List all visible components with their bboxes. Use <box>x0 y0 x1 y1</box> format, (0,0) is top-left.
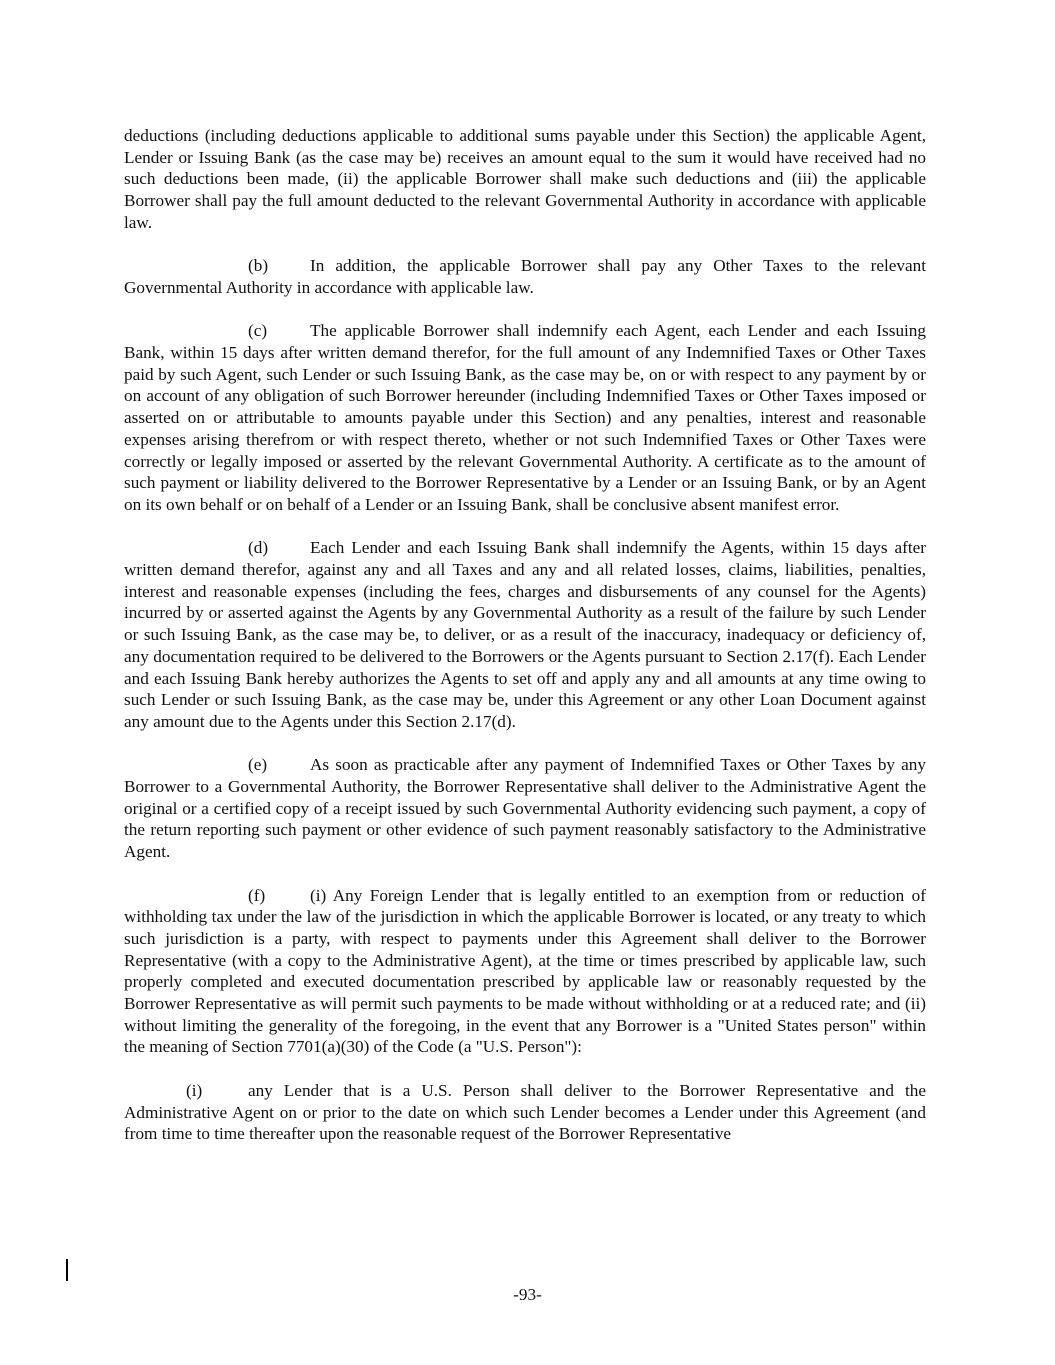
paragraph-f-i <box>124 1080 926 1145</box>
clause-label: (f) <box>248 885 266 905</box>
paragraph-text: any Lender that is a U.S. Person shall deliver to the Borrower Representative and the Administrative Agent on or prior to the date on which such Lender becomes a Lender under this Agreement (and from time to time thereafter upon the reasonable request of the Borrower Representative <box>124 1080 926 1144</box>
paragraph-text: (i) Any Foreign Lender that is legally entitled to an exemption from or reduction of withholding tax under the law of the jurisdiction in which the applicable Borrower is located, or any treaty to which such jurisdiction is a party, with respect to payments under this Agreement shall deliver to the Borrower Representative (with a copy to the Administrative Agent), at the time or times prescribed by applicable law, such properly completed and executed documentation prescribed by applicable law or reasonably requested by the Borrower Representative as will permit such payments to be made without withholding or at a reduced rate; and (ii) without limiting the generality of the foregoing, in the event that any Borrower is a "United States person" within the meaning of Section 7701(a)(30) of the Code (a "U.S. Person"): <box>124 885 926 1057</box>
paragraph-text: As soon as practicable after any payment of Indemnified Taxes or Other Taxes by any Borrower to a Governmental Authority, the Borrower Representative shall deliver to the Administrative Agent the original or a certified copy of a receipt issued by such Governmental Authority evidencing such payment, a copy of the return reporting such payment or other evidence of such payment reasonably satisfactory to the Administrative Agent. <box>124 755 926 862</box>
paragraph-text: In addition, the applicable Borrower shall pay any Other Taxes to the relevant Governmental Authority in accordance with applicable law. <box>124 256 926 297</box>
paragraph-a-continuation <box>124 125 926 234</box>
paragraph-d <box>124 537 926 732</box>
document-body <box>124 125 926 1167</box>
subclause-label: (i) <box>186 1080 203 1100</box>
clause-label: (c) <box>248 321 268 341</box>
page-number: -93- <box>513 1285 542 1304</box>
paragraph-text: Each Lender and each Issuing Bank shall indemnify the Agents, within 15 days after written demand therefor, against any and all Taxes and any and all related losses, claims, liabilities, penalties, interest and reasonable expenses (including the fees, charges and disbursements of any counsel for the Agents) incurred by or asserted against the Agents by any Governmental Authority as a result of the failure by such Lender or such Issuing Bank, as the case may be, to deliver, or as a result of the inaccuracy, inadequacy or deficiency of, any documentation required to be delivered to the Borrowers or the Agents pursuant to Section 2.17(f). Each Lender and each Issuing Bank hereby authorizes the Agents to set off and apply any and all amounts at any time owing to such Lender or such Issuing Bank, as the case may be, under this Agreement or any other Loan Document against any amount due to the Agents under this Section 2.17(d). <box>124 538 926 731</box>
paragraph-e <box>124 754 926 863</box>
paragraph-b <box>124 255 926 298</box>
revision-change-bar <box>66 1259 68 1281</box>
paragraph-f <box>124 885 926 1059</box>
paragraph-text: deductions (including deductions applicable to additional sums payable under this Section) the applicable Agent, Lender or Issuing Bank (as the case may be) receives an amount equal to the sum it would have received had no such deductions been made, (ii) the applicable Borrower shall make such deductions and (iii) the applicable Borrower shall pay the full amount deducted to the relevant Governmental Authority in accordance with applicable law. <box>124 126 926 232</box>
clause-label: (b) <box>248 256 269 276</box>
paragraph-text: The applicable Borrower shall indemnify each Agent, each Lender and each Issuing Bank, within 15 days after written demand therefor, for the full amount of any Indemnified Taxes or Other Taxes paid by such Agent, such Lender or such Issuing Bank, as the case may be, on or with respect to any payment by or on account of any obligation of such Borrower hereunder (including Indemnified Taxes or Other Taxes imposed or asserted on or attributable to amounts payable under this Section) and any penalties, interest and reasonable expenses arising therefrom or with respect thereto, whether or not such Indemnified Taxes or Other Taxes were correctly or legally imposed or asserted by the relevant Governmental Authority. A certificate as to the amount of such payment or liability delivered to the Borrower Representative by a Lender or an Issuing Bank, or by an Agent on its own behalf or on behalf of a Lender or an Issuing Bank, shall be conclusive absent manifest error. <box>124 321 926 514</box>
paragraph-c <box>124 320 926 515</box>
clause-label: (d) <box>248 538 269 558</box>
clause-label: (e) <box>248 755 268 775</box>
